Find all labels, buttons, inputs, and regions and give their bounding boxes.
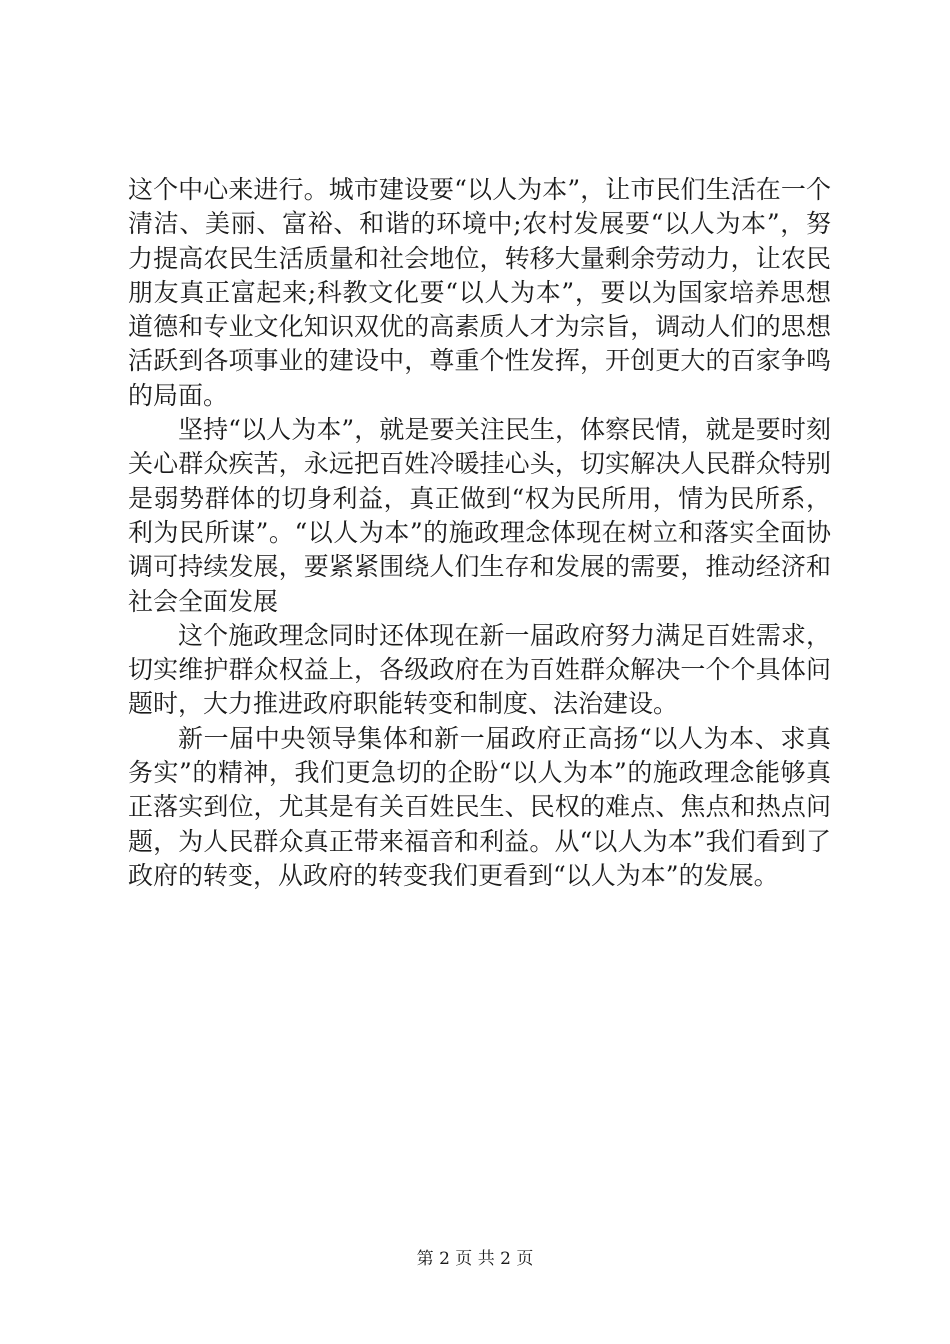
- paragraph-2: 坚持“以人为本”，就是要关注民生，体察民情，就是要时刻关心群众疾苦，永远把百姓冷暖挂心头，切实解决人民群众特别是弱势群体的切身利益，真正做到“权为民所用，情为民所系，利为民所谋”。“以人为本”的施政理念体现在树立和落实全面协调可持续发展，要紧紧围绕人们生存和发展的需要，推动经济和社会全面发展: [128, 415, 831, 616]
- document-body: [128, 173, 831, 893]
- page-footer: 第 2 页 共 2 页: [416, 1249, 534, 1269]
- paragraph-3: 这个施政理念同时还体现在新一届政府努力满足百姓需求，切实维护群众权益上，各级政府在为百姓群众解决一个个具体问题时，大力推进政府职能转变和制度、法治建设。: [128, 620, 831, 719]
- paragraph-4: 新一届中央领导集体和新一届政府正高扬“以人为本、求真务实”的精神，我们更急切的企盼“以人为本”的施政理念能够真正落实到位，尤其是有关百姓民生、民权的难点、焦点和热点问题，为人民群众真正带来福音和利益。从“以人为本”我们看到了政府的转变，从政府的转变我们更看到“以人为本”的发展。: [128, 723, 831, 890]
- paragraph-1: 这个中心来进行。城市建设要“以人为本”，让市民们生活在一个清洁、美丽、富裕、和谐的环境中;农村发展要“以人为本”，努力提高农民生活质量和社会地位，转移大量剩余劳动力，让农民朋友真正富起来;科教文化要“以人为本”，要以为国家培养思想道德和专业文化知识双优的高素质人才为宗旨，调动人们的思想活跃到各项事业的建设中，尊重个性发挥，开创更大的百家争鸣的局面。: [128, 175, 831, 410]
